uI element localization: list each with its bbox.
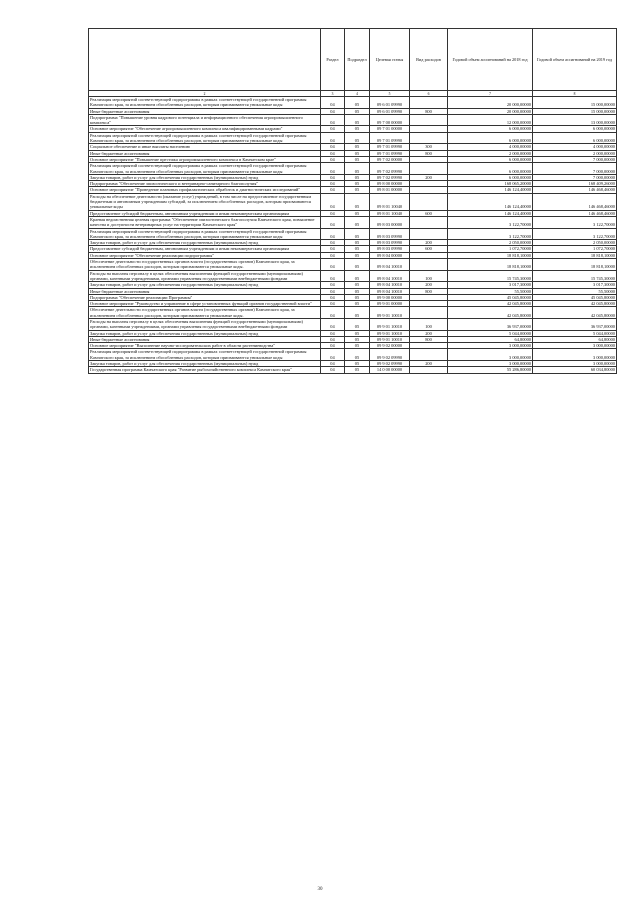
- row-volume-2018-cell: 42 045,80000: [448, 301, 533, 307]
- row-section-cell: 04: [321, 307, 345, 319]
- row-subsection-cell: 05: [345, 187, 370, 193]
- row-name-cell: Обеспечение деятельности государственных органов власти (государственных органов) Камчатского края, за исключением обособленных расходов, которым присваиваются уникальные коды.: [89, 259, 321, 271]
- row-name-cell: Подпрограмма "Обеспечение эпизоотического и ветеринарно-санитарного благополучия": [89, 181, 321, 187]
- row-section-cell: 04: [321, 282, 345, 288]
- row-subsection-cell: 05: [345, 240, 370, 246]
- row-volume-2019-cell: 146 468,46000: [533, 193, 617, 210]
- row-name-cell: Расходы на обеспечение деятельности (оказание услуг) учреждений, в том числе на предоставление государственным бюджетным и автономным учреждениям субсидий, за исключением обособленных расходов, которым присваиваются уникальные коды: [89, 193, 321, 210]
- row-expense-type-cell: [410, 216, 448, 228]
- row-name-cell: Закупка товаров, работ и услуг для обеспечения государственных (муниципальных) нужд: [89, 174, 321, 180]
- row-name-cell: Иные бюджетные ассигнования: [89, 108, 321, 114]
- table-body: [89, 97, 617, 374]
- row-volume-2018-cell: 12 000,00000: [448, 114, 533, 126]
- row-volume-2018-cell: 6 000,00000: [448, 163, 533, 175]
- row-target-article-cell: 09 8 03 09990: [370, 246, 410, 252]
- row-volume-2019-cell: 4 000,00000: [533, 144, 617, 150]
- row-section-cell: 04: [321, 361, 345, 367]
- row-expense-type-cell: 200: [410, 330, 448, 336]
- row-subsection-cell: 05: [345, 216, 370, 228]
- header-volume-2018: Годовой объем ассигнований на 2018 год: [448, 29, 533, 91]
- row-section-cell: 04: [321, 156, 345, 162]
- row-volume-2019-cell: 18 818,10000: [533, 252, 617, 258]
- row-subsection-cell: 05: [345, 228, 370, 240]
- row-name-cell: Закупка товаров, работ и услуг для обеспечения государственных (муниципальных) нужд: [89, 361, 321, 367]
- table-row: [89, 259, 617, 271]
- row-name-cell: Основное мероприятие "Повышение престижа агропромышленного комплекса в Камчатском крае": [89, 156, 321, 162]
- row-name-cell: Основное мероприятие "Проведение плановых профилактических обработок и диагностических исследований": [89, 187, 321, 193]
- table-row: [89, 216, 617, 228]
- row-subsection-cell: 05: [345, 144, 370, 150]
- row-subsection-cell: 05: [345, 330, 370, 336]
- row-subsection-cell: 05: [345, 210, 370, 216]
- row-volume-2019-cell: 45 045,80000: [533, 294, 617, 300]
- row-section-cell: 04: [321, 301, 345, 307]
- row-subsection-cell: 05: [345, 132, 370, 144]
- row-expense-type-cell: 100: [410, 270, 448, 282]
- header-subsection: Подраздел: [345, 29, 370, 91]
- row-section-cell: 04: [321, 252, 345, 258]
- header-name: [89, 29, 321, 91]
- row-volume-2018-cell: 18 818,10000: [448, 259, 533, 271]
- row-volume-2019-cell: 15 000,00000: [533, 97, 617, 109]
- row-subsection-cell: 05: [345, 294, 370, 300]
- row-section-cell: 04: [321, 343, 345, 349]
- row-name-cell: Основное мероприятие "Руководство и управление в сфере установленных функций органов государственной власти": [89, 301, 321, 307]
- row-expense-type-cell: 300: [410, 144, 448, 150]
- row-target-article-cell: 09 8 04 00000: [370, 252, 410, 258]
- row-subsection-cell: 05: [345, 288, 370, 294]
- row-section-cell: 04: [321, 349, 345, 361]
- row-name-cell: Расходы на выплаты персоналу в целях обеспечения выполнения функций государственными (муниципальными) органами, казенными учреждениями, органами управления государственными внебюджетными фондами: [89, 270, 321, 282]
- row-expense-type-cell: 800: [410, 150, 448, 156]
- row-volume-2018-cell: 45 045,80000: [448, 294, 533, 300]
- row-volume-2018-cell: 4 000,00000: [448, 144, 533, 150]
- row-expense-type-cell: [410, 193, 448, 210]
- row-volume-2019-cell: 3 017,30000: [533, 282, 617, 288]
- row-target-article-cell: 09 7 01 00000: [370, 126, 410, 132]
- row-volume-2018-cell: 1 072,70000: [448, 246, 533, 252]
- row-target-article-cell: 09 8 03 00000: [370, 216, 410, 228]
- row-subsection-cell: 05: [345, 367, 370, 373]
- row-target-article-cell: 09 9 01 10010: [370, 336, 410, 342]
- row-volume-2019-cell: 7 000,00000: [533, 174, 617, 180]
- row-volume-2018-cell: 5 044,00000: [448, 330, 533, 336]
- row-section-cell: 04: [321, 126, 345, 132]
- row-expense-type-cell: 200: [410, 282, 448, 288]
- row-volume-2019-cell: 13 000,00000: [533, 114, 617, 126]
- row-volume-2019-cell: 2 050,00000: [533, 240, 617, 246]
- row-target-article-cell: 09 9 01 00000: [370, 301, 410, 307]
- row-subsection-cell: 05: [345, 174, 370, 180]
- row-section-cell: 04: [321, 336, 345, 342]
- row-volume-2018-cell: 42 045,80000: [448, 307, 533, 319]
- row-name-cell: Основное мероприятие "Обеспечение агропромышленного комплекса квалифицированными кадрами": [89, 126, 321, 132]
- row-name-cell: Предоставление субсидий бюджетным, автономным учреждениям и иным некоммерческим организациям: [89, 246, 321, 252]
- row-expense-type-cell: [410, 97, 448, 109]
- row-expense-type-cell: [410, 132, 448, 144]
- row-target-article-cell: 09 8 04 10010: [370, 259, 410, 271]
- row-volume-2019-cell: 42 045,80000: [533, 307, 617, 319]
- row-section-cell: 04: [321, 259, 345, 271]
- row-volume-2019-cell: 5 044,00000: [533, 330, 617, 336]
- table-row: [89, 228, 617, 240]
- row-volume-2018-cell: 146 124,40000: [448, 210, 533, 216]
- row-subsection-cell: 05: [345, 246, 370, 252]
- row-expense-type-cell: 200: [410, 174, 448, 180]
- row-section-cell: 04: [321, 174, 345, 180]
- row-expense-type-cell: [410, 367, 448, 373]
- page-number: 30: [317, 887, 323, 892]
- column-number: 2: [89, 91, 321, 97]
- row-name-cell: Закупка товаров, работ и услуг для обеспечения государственных (муниципальных) нужд: [89, 282, 321, 288]
- column-number: 6: [410, 91, 448, 97]
- row-expense-type-cell: 600: [410, 210, 448, 216]
- row-volume-2019-cell: 64,80000: [533, 336, 617, 342]
- row-volume-2019-cell: 146 468,46000: [533, 210, 617, 216]
- row-section-cell: 04: [321, 132, 345, 144]
- row-subsection-cell: 05: [345, 301, 370, 307]
- table-row: [89, 132, 617, 144]
- row-volume-2018-cell: 36 937,00000: [448, 318, 533, 330]
- row-subsection-cell: 05: [345, 114, 370, 126]
- row-volume-2019-cell: 18 818,10000: [533, 259, 617, 271]
- row-volume-2019-cell: 3 000,00000: [533, 343, 617, 349]
- row-subsection-cell: 05: [345, 349, 370, 361]
- table-row: [89, 367, 617, 373]
- row-name-cell: Государственная программа Камчатского края "Развитие рыбохозяйственного комплекса Камчатского края": [89, 367, 321, 373]
- row-volume-2018-cell: 3 122,70000: [448, 216, 533, 228]
- table-row: [89, 97, 617, 109]
- row-volume-2019-cell: 55,50000: [533, 288, 617, 294]
- header-expense-type: Вид расходов: [410, 29, 448, 91]
- row-name-cell: Подпрограмма "Обеспечение реализации Программы": [89, 294, 321, 300]
- row-volume-2019-cell: 7 000,00000: [533, 156, 617, 162]
- row-subsection-cell: 05: [345, 126, 370, 132]
- header-target-article: Целевая статья: [370, 29, 410, 91]
- row-volume-2018-cell: 3 017,30000: [448, 282, 533, 288]
- row-subsection-cell: 05: [345, 163, 370, 175]
- row-volume-2019-cell: 3 000,00000: [533, 349, 617, 361]
- table-row: [89, 114, 617, 126]
- column-number: 8: [533, 91, 617, 97]
- row-volume-2018-cell: 2 000,00000: [448, 150, 533, 156]
- budget-table-sheet: [88, 28, 616, 374]
- table-row: [89, 349, 617, 361]
- column-number: 3: [321, 91, 345, 97]
- row-section-cell: 04: [321, 216, 345, 228]
- row-name-cell: Краевая ведомственная целевая программа "Обеспечение эпизоотического благополучия Камчатского края, повышение качества и доступности ветеринарных услуг на территории Камчатского края": [89, 216, 321, 228]
- row-target-article-cell: 09 7 02 00000: [370, 156, 410, 162]
- row-section-cell: 04: [321, 240, 345, 246]
- row-subsection-cell: 05: [345, 193, 370, 210]
- row-volume-2019-cell: 36 937,00000: [533, 318, 617, 330]
- row-target-article-cell: 09 8 04 10010: [370, 270, 410, 282]
- row-volume-2018-cell: 3 000,00000: [448, 343, 533, 349]
- row-subsection-cell: 05: [345, 259, 370, 271]
- row-expense-type-cell: 200: [410, 240, 448, 246]
- row-section-cell: 04: [321, 150, 345, 156]
- row-volume-2018-cell: 55,50000: [448, 288, 533, 294]
- row-expense-type-cell: [410, 114, 448, 126]
- row-name-cell: Подпрограмма "Повышение уровня кадрового потенциала и информационного обеспечения агропромышленного комплекса": [89, 114, 321, 126]
- row-target-article-cell: 09 8 00 00000: [370, 181, 410, 187]
- row-subsection-cell: 05: [345, 156, 370, 162]
- row-volume-2018-cell: 15 745,30000: [448, 270, 533, 282]
- row-section-cell: 04: [321, 294, 345, 300]
- row-name-cell: Основное мероприятие "Обеспечение реализации подпрограммы": [89, 252, 321, 258]
- header-row: [89, 29, 617, 91]
- row-name-cell: Реализация мероприятий соответствующей подпрограммы в рамках соответствующей государственной программы Камчатского края, за исключением обособленных расходов, которым присваиваются уникальные коды: [89, 349, 321, 361]
- row-target-article-cell: 09 6 01 09990: [370, 108, 410, 114]
- table-row: [89, 307, 617, 319]
- row-volume-2019-cell: 2 000,00000: [533, 150, 617, 156]
- row-target-article-cell: 09 7 02 09990: [370, 174, 410, 180]
- row-target-article-cell: 09 9 01 10010: [370, 318, 410, 330]
- column-number: 4: [345, 91, 370, 97]
- row-subsection-cell: 05: [345, 307, 370, 319]
- row-name-cell: Расходы на выплаты персоналу в целях обеспечения выполнения функций государственными (муниципальными) органами, казенными учреждениями, органами управления государственными внебюджетными фондами: [89, 318, 321, 330]
- row-section-cell: 04: [321, 270, 345, 282]
- row-name-cell: Реализация мероприятий соответствующей подпрограммы в рамках соответствующей государственной программы Камчатского края, за исключением обособленных расходов, которым присваиваются уникальные коды: [89, 228, 321, 240]
- row-target-article-cell: 09 7 01 09990: [370, 132, 410, 144]
- row-target-article-cell: 09 9 02 09990: [370, 349, 410, 361]
- row-volume-2019-cell: 15 745,30000: [533, 270, 617, 282]
- row-volume-2018-cell: 6 000,00000: [448, 174, 533, 180]
- row-volume-2019-cell: 168 409,26000: [533, 181, 617, 187]
- header-section: Раздел: [321, 29, 345, 91]
- row-expense-type-cell: [410, 259, 448, 271]
- row-target-article-cell: 09 8 04 10010: [370, 282, 410, 288]
- row-subsection-cell: 05: [345, 181, 370, 187]
- row-name-cell: Иные бюджетные ассигнования: [89, 288, 321, 294]
- row-section-cell: 04: [321, 144, 345, 150]
- row-section-cell: 04: [321, 181, 345, 187]
- row-volume-2019-cell: 3 122,70000: [533, 216, 617, 228]
- row-volume-2018-cell: 18 818,10000: [448, 252, 533, 258]
- row-target-article-cell: 09 9 02 09990: [370, 361, 410, 367]
- row-volume-2019-cell: 146 468,46000: [533, 187, 617, 193]
- row-expense-type-cell: 800: [410, 336, 448, 342]
- row-name-cell: Реализация мероприятий соответствующей подпрограммы в рамках соответствующей государственной программы Камчатского края, за исключением обособленных расходов, которым присваиваются уникальные коды: [89, 97, 321, 109]
- row-volume-2018-cell: 6 000,00000: [448, 132, 533, 144]
- row-target-article-cell: 09 8 03 09990: [370, 228, 410, 240]
- row-subsection-cell: 05: [345, 282, 370, 288]
- row-target-article-cell: 09 9 01 10010: [370, 307, 410, 319]
- row-volume-2019-cell: 42 045,80000: [533, 301, 617, 307]
- row-target-article-cell: 09 7 00 00000: [370, 114, 410, 126]
- row-section-cell: 04: [321, 246, 345, 252]
- row-subsection-cell: 05: [345, 108, 370, 114]
- row-target-article-cell: 09 9 00 00000: [370, 294, 410, 300]
- column-number: 5: [370, 91, 410, 97]
- row-expense-type-cell: [410, 163, 448, 175]
- row-expense-type-cell: [410, 307, 448, 319]
- budget-table: [88, 28, 617, 374]
- row-section-cell: 04: [321, 318, 345, 330]
- row-name-cell: Закупка товаров, работ и услуг для обеспечения государственных (муниципальных) нужд: [89, 240, 321, 246]
- row-volume-2018-cell: 3 122,70000: [448, 228, 533, 240]
- row-volume-2019-cell: 3 000,00000: [533, 361, 617, 367]
- row-target-article-cell: 09 9 01 10010: [370, 330, 410, 336]
- row-target-article-cell: 09 9 02 00000: [370, 343, 410, 349]
- row-subsection-cell: 05: [345, 97, 370, 109]
- row-name-cell: Закупка товаров, работ и услуг для обеспечения государственных (муниципальных) нужд: [89, 330, 321, 336]
- row-target-article-cell: 09 8 01 10040: [370, 193, 410, 210]
- row-target-article-cell: 09 7 02 09990: [370, 163, 410, 175]
- row-expense-type-cell: 100: [410, 318, 448, 330]
- row-name-cell: Предоставление субсидий бюджетным, автономным учреждениям и иным некоммерческим организациям: [89, 210, 321, 216]
- row-section-cell: 04: [321, 97, 345, 109]
- table-row: [89, 270, 617, 282]
- row-volume-2018-cell: 146 124,40000: [448, 193, 533, 210]
- row-subsection-cell: 05: [345, 270, 370, 282]
- row-expense-type-cell: 200: [410, 361, 448, 367]
- row-volume-2018-cell: 168 065,20000: [448, 181, 533, 187]
- row-target-article-cell: 09 8 03 09990: [370, 240, 410, 246]
- column-number: 7: [448, 91, 533, 97]
- row-section-cell: 04: [321, 330, 345, 336]
- row-name-cell: Обеспечение деятельности государственных органов власти (государственных органов) Камчатского края, за исключением обособленных расходов, которым присваиваются уникальные коды.: [89, 307, 321, 319]
- row-subsection-cell: 05: [345, 150, 370, 156]
- row-volume-2019-cell: 15 000,00000: [533, 108, 617, 114]
- row-volume-2018-cell: 146 124,40000: [448, 187, 533, 193]
- row-name-cell: Реализация мероприятий соответствующей подпрограммы в рамках соответствующей государственной программы Камчатского края, за исключением обособленных расходов, которым присваиваются уникальные коды: [89, 132, 321, 144]
- row-name-cell: Социальное обеспечение и иные выплаты населению: [89, 144, 321, 150]
- row-section-cell: 04: [321, 288, 345, 294]
- row-target-article-cell: 09 8 01 10040: [370, 210, 410, 216]
- row-name-cell: Реализация мероприятий соответствующей подпрограммы в рамках соответствующей государственной программы Камчатского края, за исключением обособленных расходов, которым присваиваются уникальные коды: [89, 163, 321, 175]
- row-target-article-cell: 09 8 04 10010: [370, 288, 410, 294]
- row-volume-2019-cell: 7 000,00000: [533, 163, 617, 175]
- row-volume-2018-cell: 6 000,00000: [448, 156, 533, 162]
- row-volume-2019-cell: 60 034,80000: [533, 367, 617, 373]
- row-expense-type-cell: 800: [410, 108, 448, 114]
- row-subsection-cell: 05: [345, 361, 370, 367]
- row-section-cell: 04: [321, 108, 345, 114]
- table-row: [89, 193, 617, 210]
- row-volume-2019-cell: 1 072,70000: [533, 246, 617, 252]
- row-section-cell: 04: [321, 210, 345, 216]
- row-volume-2018-cell: 55 286,80000: [448, 367, 533, 373]
- row-section-cell: 04: [321, 193, 345, 210]
- row-target-article-cell: 09 7 01 09990: [370, 150, 410, 156]
- row-volume-2018-cell: 64,80000: [448, 336, 533, 342]
- row-expense-type-cell: [410, 349, 448, 361]
- row-name-cell: Иные бюджетные ассигнования: [89, 150, 321, 156]
- row-subsection-cell: 05: [345, 343, 370, 349]
- row-subsection-cell: 05: [345, 318, 370, 330]
- row-name-cell: Основное мероприятие "Выполнение научно-исследовательских работ в области растениеводства": [89, 343, 321, 349]
- row-section-cell: 04: [321, 163, 345, 175]
- row-volume-2018-cell: 3 000,00000: [448, 349, 533, 361]
- header-volume-2019: Годовой объем ассигнований на 2019 год: [533, 29, 617, 91]
- row-section-cell: 04: [321, 187, 345, 193]
- row-expense-type-cell: 800: [410, 288, 448, 294]
- row-volume-2018-cell: 20 000,00000: [448, 97, 533, 109]
- row-target-article-cell: 09 6 01 09990: [370, 97, 410, 109]
- row-target-article-cell: 14 0 00 00000: [370, 367, 410, 373]
- row-volume-2019-cell: 6 000,00000: [533, 126, 617, 132]
- row-section-cell: 04: [321, 367, 345, 373]
- row-name-cell: Иные бюджетные ассигнования: [89, 336, 321, 342]
- row-target-article-cell: 09 7 01 09990: [370, 144, 410, 150]
- table-row: [89, 163, 617, 175]
- row-subsection-cell: 05: [345, 252, 370, 258]
- row-volume-2019-cell: 6 000,00000: [533, 132, 617, 144]
- row-subsection-cell: 05: [345, 336, 370, 342]
- row-section-cell: 04: [321, 228, 345, 240]
- row-volume-2019-cell: 3 122,70000: [533, 228, 617, 240]
- row-expense-type-cell: [410, 228, 448, 240]
- row-expense-type-cell: 600: [410, 246, 448, 252]
- row-volume-2018-cell: 20 000,00000: [448, 108, 533, 114]
- row-target-article-cell: 09 8 01 00000: [370, 187, 410, 193]
- row-volume-2018-cell: 6 000,00000: [448, 126, 533, 132]
- row-section-cell: 04: [321, 114, 345, 126]
- table-row: [89, 318, 617, 330]
- row-volume-2018-cell: 3 000,00000: [448, 361, 533, 367]
- row-volume-2018-cell: 2 050,00000: [448, 240, 533, 246]
